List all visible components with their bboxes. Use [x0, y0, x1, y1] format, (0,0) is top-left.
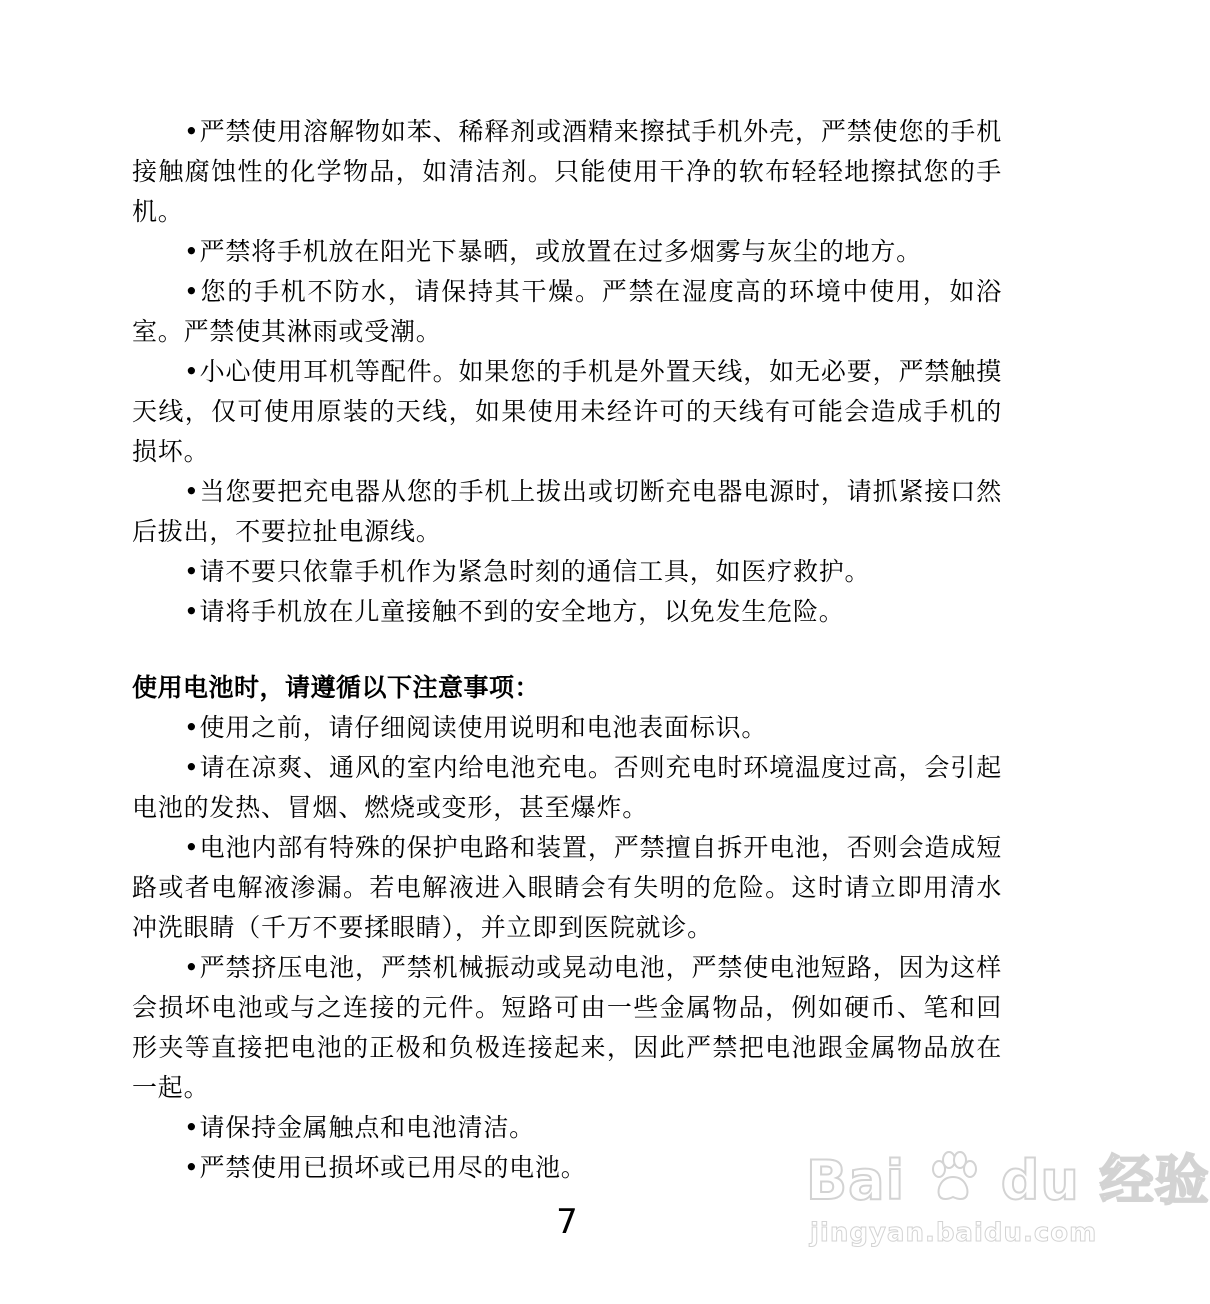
precaution-paragraph: •当您要把充电器从您的手机上拔出或切断充电器电源时，请抓紧接口然后拔出，不要拉扯电源线。 — [132, 477, 1002, 546]
page-number: 7 — [556, 1202, 578, 1242]
precaution-paragraph: •严禁将手机放在阳光下暴晒，或放置在过多烟雾与灰尘的地方。 — [184, 237, 922, 266]
precaution-paragraph: •严禁使用溶解物如苯、稀释剂或酒精来擦拭手机外壳，严禁使您的手机接触腐蚀性的化学物品，如清洁剂。只能使用干净的软布轻轻地擦拭您的手机。 — [132, 117, 1002, 226]
precaution-paragraph: •您的手机不防水，请保持其干燥。严禁在湿度高的环境中使用，如浴室。严禁使其淋雨或受潮。 — [132, 277, 1002, 346]
battery-paragraph: •严禁使用已损坏或已用尽的电池。 — [184, 1153, 587, 1182]
precaution-paragraph: •请将手机放在儿童接触不到的安全地方，以免发生危险。 — [184, 597, 845, 626]
precaution-paragraph: •小心使用耳机等配件。如果您的手机是外置天线，如无必要，严禁触摸天线，仅可使用原装的天线，如果使用未经许可的天线有可能会造成手机的损坏。 — [132, 357, 1002, 466]
baidu-jingyan-watermark — [806, 1149, 1210, 1260]
watermark-url: jingyan.baidu.com — [810, 1218, 1098, 1248]
precaution-paragraph: •请不要只依靠手机作为紧急时刻的通信工具，如医疗救护。 — [184, 557, 871, 586]
battery-paragraph: •请在凉爽、通风的室内给电池充电。否则充电时环境温度过高，会引起电池的发热、冒烟、燃烧或变形，甚至爆炸。 — [132, 753, 1002, 822]
battery-paragraph: •使用之前，请仔细阅读使用说明和电池表面标识。 — [184, 713, 768, 742]
document-page — [132, 112, 1002, 1188]
battery-paragraph: •请保持金属触点和电池清洁。 — [184, 1113, 535, 1142]
baidu-paw-icon — [927, 1151, 979, 1205]
watermark-logo — [806, 1150, 1210, 1212]
watermark-logo-left: Bai — [806, 1149, 906, 1212]
battery-section-heading: 使用电池时，请遵循以下注意事项： — [132, 673, 541, 702]
watermark-logo-cn: 经验 — [1099, 1149, 1210, 1212]
watermark-logo-right: du — [1000, 1149, 1080, 1212]
battery-precautions-list — [132, 708, 1002, 1188]
precautions-list — [132, 112, 1002, 632]
battery-paragraph: •严禁挤压电池，严禁机械振动或晃动电池，严禁使电池短路，因为这样会损坏电池或与之连接的元件。短路可由一些金属物品，例如硬币、笔和回形夹等直接把电池的正极和负极连接起来，因此严禁把电池跟金属物品放在一起。 — [132, 953, 1002, 1102]
battery-paragraph: •电池内部有特殊的保护电路和装置，严禁擅自拆开电池，否则会造成短路或者电解液渗漏。若电解液进入眼睛会有失明的危险。这时请立即用清水冲洗眼睛（千万不要揉眼睛），并立即到医院就诊。 — [132, 833, 1002, 942]
